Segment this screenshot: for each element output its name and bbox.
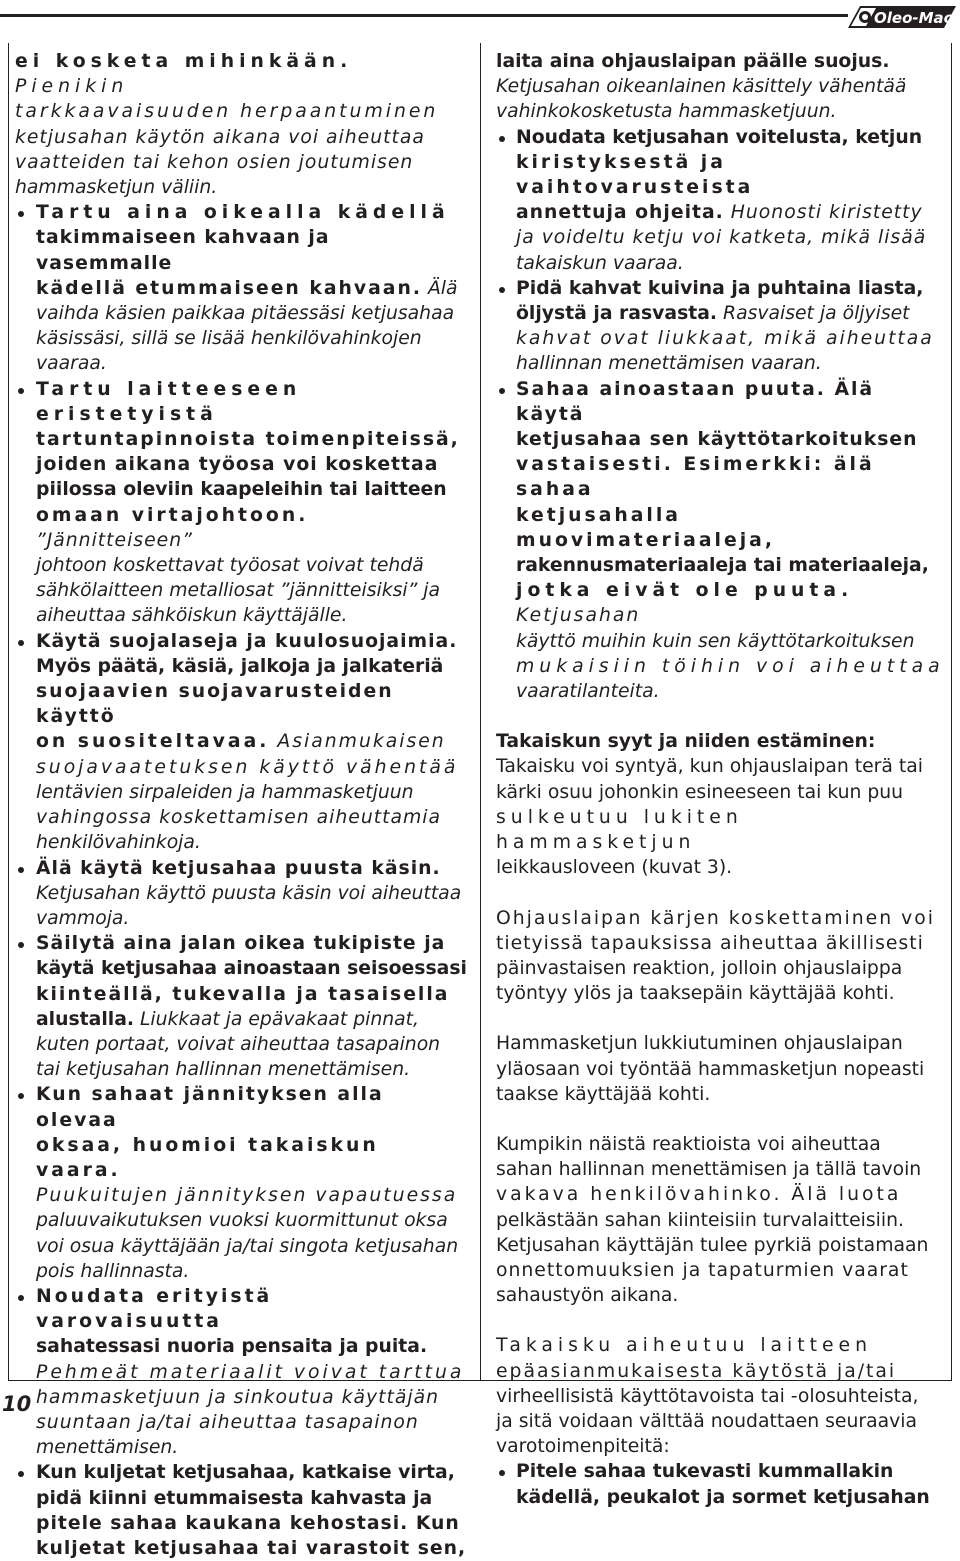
text-line bbox=[516, 377, 948, 427]
text-run: ketjusahalla muovimateriaaleja, bbox=[516, 504, 775, 551]
text-line bbox=[36, 377, 467, 427]
text-run: Tartu laitteeseen eristetyistä bbox=[36, 378, 302, 425]
text-run: sähkölaitteen metalliosat ”jännitteisiksi” ja bbox=[36, 580, 441, 602]
text-run: Kun sahaat jännityksen alla olevaa bbox=[36, 1084, 384, 1131]
text-run: Käytä suojalaseja ja kuulosuojaimia. bbox=[36, 630, 458, 652]
left-column bbox=[15, 49, 467, 1561]
bullet-dot-icon bbox=[18, 640, 24, 646]
text-line bbox=[36, 1133, 467, 1183]
bullet-dot-icon bbox=[18, 388, 24, 394]
text-line bbox=[36, 755, 467, 780]
bullet-dot-icon bbox=[499, 287, 505, 293]
text-line bbox=[496, 754, 948, 779]
text-line bbox=[15, 175, 467, 200]
text-run: Huonosti kiristetty bbox=[723, 202, 923, 224]
text-line bbox=[36, 1511, 467, 1536]
text-line bbox=[36, 578, 467, 603]
text-run: sahan hallinnan menettämisen ja tällä tavoin bbox=[496, 1159, 922, 1181]
text-line bbox=[36, 1032, 467, 1057]
text-run: Ketjusahan bbox=[516, 605, 641, 627]
text-line bbox=[496, 1384, 948, 1409]
text-line bbox=[516, 225, 948, 250]
text-run: Rasvaiset ja öljyiset bbox=[717, 303, 910, 325]
text-run: Myös päätä, käsiä, jalkoja ja jalkateriä bbox=[36, 655, 444, 677]
text-run: johtoon koskettavat työosat voivat tehdä bbox=[36, 555, 424, 577]
text-line bbox=[36, 654, 467, 679]
text-line bbox=[496, 1233, 948, 1258]
text-run: kahvat ovat liukkaat, mikä aiheuttaa bbox=[516, 328, 934, 350]
kickback-paragraph bbox=[496, 1132, 948, 1308]
text-line bbox=[15, 49, 467, 99]
text-run: hammasketjuun ja sinkoutua käyttäjän bbox=[36, 1386, 439, 1408]
text-line bbox=[36, 982, 467, 1007]
text-line bbox=[36, 1410, 467, 1435]
text-run: kiristyksestä ja vaihtovarusteista bbox=[516, 151, 754, 199]
column-divider bbox=[480, 43, 481, 1381]
text-run: tietyissä tapauksissa aiheuttaa äkillisesti bbox=[496, 932, 924, 954]
continued-paragraph bbox=[15, 49, 467, 200]
logo-text: Oleo-Mac bbox=[874, 9, 953, 27]
text-run: ja voideltu ketju voi katketa, mikä lisää bbox=[516, 227, 927, 249]
text-run: vaaratilanteita. bbox=[516, 681, 660, 703]
text-line bbox=[36, 200, 467, 225]
text-line bbox=[516, 301, 948, 326]
text-run: on suositeltavaa. bbox=[36, 731, 270, 753]
text-run: ei kosketa mihinkään. bbox=[15, 51, 353, 72]
text-run: suojavaatetuksen käyttö vähentää bbox=[36, 756, 459, 778]
text-run: ketjusahaa sen käyttötarkoituksen bbox=[516, 429, 918, 451]
text-run: vahingossa koskettamisen aiheuttamia bbox=[36, 807, 442, 829]
text-line bbox=[36, 1360, 467, 1385]
text-line bbox=[496, 780, 948, 805]
text-line bbox=[36, 1082, 467, 1132]
bullet-item bbox=[15, 629, 467, 856]
text-line bbox=[36, 1486, 467, 1511]
text-line bbox=[36, 1460, 467, 1485]
page-number: 10 bbox=[2, 1392, 32, 1416]
text-line bbox=[516, 578, 948, 628]
text-line bbox=[516, 251, 948, 276]
bullet-item bbox=[496, 276, 948, 377]
text-run: Pehmeät materiaalit voivat tarttua bbox=[36, 1361, 465, 1383]
text-line bbox=[36, 1385, 467, 1410]
text-line bbox=[496, 1333, 948, 1358]
text-run: vaaraa. bbox=[36, 353, 107, 375]
bullet-item bbox=[496, 377, 948, 705]
text-line bbox=[496, 1409, 948, 1434]
text-line bbox=[496, 99, 948, 124]
text-run: piilossa oleviin kaapeleihin tai laitteen bbox=[36, 479, 447, 501]
text-run: Kun kuljetat ketjusahaa, katkaise virta, bbox=[36, 1462, 455, 1484]
text-run: taakse käyttäjää kohti. bbox=[496, 1083, 711, 1105]
kickback-paragraph bbox=[496, 1031, 948, 1107]
text-line bbox=[496, 1434, 948, 1459]
text-run: virheellisistä käyttötavoista tai -olosuhteista, bbox=[496, 1385, 919, 1407]
text-run: laita aina ohjauslaipan päälle suojus. bbox=[496, 51, 890, 72]
text-run: yläosaan voi työntää hammasketjun nopeasti bbox=[496, 1058, 925, 1080]
text-run: Puukuitujen jännityksen vapautuessa bbox=[36, 1185, 458, 1207]
text-run: sahatessasi nuoria pensaita ja puita. bbox=[36, 1336, 428, 1358]
text-run: kuljetat ketjusahaa tai varastoit sen, bbox=[36, 1537, 467, 1559]
text-run: käyttö muihin kuin sen käyttötarkoituksen bbox=[516, 630, 915, 652]
text-line bbox=[36, 276, 467, 301]
text-line bbox=[516, 452, 948, 502]
text-line bbox=[36, 1259, 467, 1284]
right-bullet-list bbox=[496, 49, 948, 704]
text-line bbox=[496, 1182, 948, 1207]
text-run: päinvastaisen reaktion, jolloin ohjauslaippa bbox=[496, 957, 903, 979]
bullet-dot-icon bbox=[499, 1470, 505, 1476]
text-run: Noudata ketjusahan voitelusta, ketjun bbox=[516, 126, 923, 148]
text-run: Säilytä aina jalan oikea tukipiste ja bbox=[36, 933, 446, 955]
text-line bbox=[36, 856, 467, 881]
text-run: alustalla. bbox=[36, 1008, 134, 1030]
text-run: Tartu aina oikealla kädellä bbox=[36, 202, 450, 224]
text-line bbox=[496, 49, 948, 74]
text-line bbox=[496, 956, 948, 981]
text-run: Pitele sahaa tukevasti kummallakin bbox=[516, 1461, 894, 1483]
text-run: Takaisku voi syntyä, kun ohjauslaipan terä tai bbox=[496, 756, 923, 778]
text-run: Ketjusahan käyttäjän tulee pyrkiä poistamaan bbox=[496, 1234, 929, 1256]
text-run: kuten portaat, voivat aiheuttaa tasapainon bbox=[36, 1033, 441, 1055]
bullet-dot-icon bbox=[18, 1295, 24, 1301]
brand-logo bbox=[846, 2, 958, 32]
bullet-dot-icon bbox=[18, 1093, 24, 1099]
bullet-item bbox=[15, 1284, 467, 1460]
text-line bbox=[36, 1284, 467, 1334]
text-line bbox=[496, 981, 948, 1006]
text-run: pidä kiinni etummaisesta kahvasta ja bbox=[36, 1487, 433, 1509]
text-run: Hammasketjun lukkiutuminen ohjauslaipan bbox=[496, 1033, 903, 1055]
text-run: vammoja. bbox=[36, 907, 130, 929]
text-line bbox=[36, 906, 467, 931]
oleo-mac-logo bbox=[846, 2, 958, 32]
text-run: käytä ketjusahaa ainoastaan seisoessasi bbox=[36, 958, 467, 980]
text-line bbox=[516, 679, 948, 704]
text-line bbox=[516, 150, 948, 200]
text-run: kädellä, peukalot ja sormet ketjusahan bbox=[516, 1486, 930, 1508]
text-line bbox=[516, 553, 948, 578]
text-line bbox=[516, 351, 948, 376]
text-line bbox=[36, 1183, 467, 1208]
text-line bbox=[36, 351, 467, 376]
bullet-dot-icon bbox=[18, 942, 24, 948]
header-rule bbox=[0, 14, 848, 17]
text-line bbox=[516, 1459, 948, 1484]
text-run: vaihda käsien paikkaa pitäessäsi ketjusahaa bbox=[36, 303, 455, 325]
text-run: suuntaan ja/tai aiheuttaa tasapainon bbox=[36, 1411, 419, 1433]
text-line bbox=[36, 427, 467, 452]
text-line bbox=[36, 1057, 467, 1082]
text-run: ketjusahan käytön aikana voi aiheuttaa bbox=[15, 126, 425, 148]
text-line bbox=[36, 603, 467, 628]
bullet-dot-icon bbox=[499, 388, 505, 394]
text-line bbox=[516, 654, 948, 679]
text-run: sulkeutuu lukiten hammasketjun bbox=[496, 806, 743, 854]
text-line bbox=[36, 1208, 467, 1233]
text-run: Pienikin bbox=[15, 76, 129, 98]
bullet-item bbox=[496, 125, 948, 276]
text-line bbox=[36, 301, 467, 326]
text-run: tartuntapinnoista toimenpiteissä, bbox=[36, 429, 460, 451]
text-run: takimmaiseen kahvaan ja vasemmalle bbox=[36, 227, 330, 274]
text-run: Ohjauslaipan kärjen koskettaminen voi bbox=[496, 907, 935, 929]
text-line bbox=[496, 74, 948, 99]
text-run: annettuja ohjeita. bbox=[516, 202, 724, 224]
frame-left-rule bbox=[8, 43, 9, 1381]
text-run: pelkästään sahan kiinteisiin turvalaitteisiin. bbox=[496, 1209, 904, 1231]
text-run: kärki osuu johonkin esineeseen tai kun puu bbox=[496, 781, 904, 803]
text-line bbox=[496, 1283, 948, 1308]
text-run: epäasianmukaisesta käytöstä ja/tai bbox=[496, 1360, 897, 1382]
text-line bbox=[516, 125, 948, 150]
text-run: Pidä kahvat kuivina ja puhtaina liasta, bbox=[516, 277, 924, 299]
text-run: menettämisen. bbox=[36, 1437, 179, 1459]
text-line bbox=[36, 326, 467, 351]
text-run: ja sitä voidaan välttää noudattaen seuraavia bbox=[496, 1410, 917, 1432]
text-line bbox=[36, 1007, 467, 1032]
text-line bbox=[36, 477, 467, 502]
text-line bbox=[36, 780, 467, 805]
text-run: rakennusmateriaaleja tai materiaaleja, bbox=[516, 555, 929, 577]
text-line bbox=[36, 503, 467, 553]
bullet-item bbox=[15, 856, 467, 932]
text-run: hallinnan menettämisen vaaran. bbox=[516, 353, 822, 375]
text-run: Ketjusahan käyttö puusta käsin voi aiheuttaa bbox=[36, 882, 462, 904]
continued-paragraph bbox=[496, 49, 948, 125]
bullet-dot-icon bbox=[18, 211, 24, 217]
text-line bbox=[36, 553, 467, 578]
bullet-item bbox=[15, 931, 467, 1082]
text-run: onnettomuuksien ja tapaturmien vaarat bbox=[496, 1259, 909, 1281]
text-line bbox=[496, 1258, 948, 1283]
text-line bbox=[36, 1536, 467, 1561]
text-run: mukaisiin töihin voi aiheuttaa bbox=[516, 655, 945, 677]
text-line bbox=[516, 326, 948, 351]
text-run: öljystä ja rasvasta. bbox=[516, 303, 718, 325]
text-run: aiheuttaa sähköiskun käyttäjälle. bbox=[36, 605, 348, 627]
text-line bbox=[36, 805, 467, 830]
bullet-item bbox=[15, 1460, 467, 1561]
text-line bbox=[36, 1435, 467, 1460]
text-line bbox=[36, 1234, 467, 1259]
text-run: lentävien sirpaleiden ja hammasketjuun bbox=[36, 781, 414, 803]
text-line bbox=[36, 1334, 467, 1359]
text-run: Noudata erityistä varovaisuutta bbox=[36, 1285, 273, 1333]
text-run: Ketjusahan oikeanlainen käsittely vähentää bbox=[496, 76, 907, 98]
text-run: työntyy ylös ja taaksepäin käyttäjää kohti. bbox=[496, 983, 895, 1005]
text-line bbox=[15, 150, 467, 175]
text-line bbox=[496, 931, 948, 956]
text-run: suojaavien suojavarusteiden käyttö bbox=[36, 681, 394, 728]
text-line bbox=[36, 830, 467, 855]
text-line bbox=[36, 679, 467, 729]
text-line bbox=[36, 629, 467, 654]
text-run: Sahaa ainoastaan puuta. Älä käytä bbox=[516, 378, 875, 425]
text-run: Takaisku aiheutuu laitteen bbox=[496, 1335, 873, 1357]
text-line bbox=[36, 729, 467, 754]
text-run: sahaustyön aikana. bbox=[496, 1285, 679, 1307]
text-run: pois hallinnasta. bbox=[36, 1260, 190, 1282]
text-line bbox=[516, 427, 948, 452]
text-run: tai ketjusahan hallinnan menettämisen. bbox=[36, 1059, 411, 1081]
text-line bbox=[496, 1157, 948, 1182]
text-run: paluuvaikutuksen vuoksi kuormittunut oksa bbox=[36, 1210, 448, 1232]
text-line bbox=[496, 855, 948, 880]
text-run: jotka eivät ole puuta. bbox=[516, 580, 854, 602]
text-line bbox=[15, 125, 467, 150]
text-run: takaiskun vaaraa. bbox=[516, 252, 684, 274]
text-line bbox=[496, 1359, 948, 1384]
bullet-dot-icon bbox=[18, 867, 24, 873]
text-line bbox=[496, 1082, 948, 1107]
text-run: varotoimenpiteitä: bbox=[496, 1436, 670, 1458]
text-line bbox=[36, 956, 467, 981]
bullet-item bbox=[15, 377, 467, 629]
text-line bbox=[36, 881, 467, 906]
text-line bbox=[496, 906, 948, 931]
text-run: ”Jännitteiseen” bbox=[36, 529, 193, 551]
text-line bbox=[516, 1485, 948, 1510]
text-run: joiden aikana työosa voi koskettaa bbox=[36, 454, 439, 476]
text-line bbox=[496, 1208, 948, 1233]
text-line bbox=[516, 276, 948, 301]
text-run: pitele sahaa kaukana kehostasi. Kun bbox=[36, 1512, 460, 1534]
bullet-item bbox=[15, 1082, 467, 1284]
text-run: käsissäsi, sillä se lisää henkilövahinkojen bbox=[36, 328, 422, 350]
text-run: kiinteällä, tukevalla ja tasaisella bbox=[36, 983, 450, 1005]
text-line bbox=[36, 931, 467, 956]
bullet-dot-icon bbox=[499, 136, 505, 142]
text-run: voi osua käyttäjään ja/tai singota ketjusahan bbox=[36, 1235, 459, 1257]
kickback-section bbox=[496, 754, 948, 1509]
text-run: Älä käytä ketjusahaa puusta käsin. bbox=[36, 857, 441, 879]
text-run: hammasketjun väliin. bbox=[15, 177, 218, 199]
text-line bbox=[15, 99, 467, 124]
text-run: oksaa, huomioi takaiskun vaara. bbox=[36, 1134, 379, 1181]
text-run: Liukkaat ja epävakaat pinnat, bbox=[134, 1008, 419, 1030]
right-column bbox=[496, 49, 948, 1510]
kickback-paragraph bbox=[496, 1333, 948, 1459]
text-run: Älä bbox=[421, 277, 458, 299]
text-line bbox=[516, 629, 948, 654]
frame-right-rule bbox=[951, 43, 952, 1381]
text-run: vakava henkilövahinko. Älä luota bbox=[496, 1184, 902, 1206]
text-line bbox=[496, 1057, 948, 1082]
text-run: tarkkaavaisuuden herpaantuminen bbox=[15, 101, 439, 123]
text-line bbox=[36, 225, 467, 275]
text-run: vastaisesti. Esimerkki: älä sahaa bbox=[516, 454, 875, 501]
bullet-dot-icon bbox=[18, 1471, 24, 1477]
text-run: kädellä etummaiseen kahvaan. bbox=[36, 277, 422, 299]
text-run: Kumpikin näistä reaktioista voi aiheuttaa bbox=[496, 1133, 881, 1155]
text-run: vaatteiden tai kehon osien joutumisen bbox=[15, 151, 414, 173]
text-run: henkilövahinkoja. bbox=[36, 832, 201, 854]
text-run: leikkausloveen (kuvat 3). bbox=[496, 857, 733, 879]
text-run: vahinkokosketusta hammasketjuun. bbox=[496, 101, 837, 123]
text-line bbox=[36, 452, 467, 477]
text-line bbox=[496, 805, 948, 855]
bullet-item bbox=[15, 200, 467, 376]
text-line bbox=[496, 1132, 948, 1157]
kickback-heading: Takaiskun syyt ja niiden estäminen: bbox=[496, 731, 876, 753]
text-line bbox=[496, 1031, 948, 1056]
kickback-paragraph bbox=[496, 906, 948, 1007]
bullet-item bbox=[496, 1459, 948, 1509]
text-line bbox=[516, 200, 948, 225]
kickback-paragraph bbox=[496, 754, 948, 880]
text-run: omaan virtajohtoon. bbox=[36, 504, 309, 526]
text-line bbox=[516, 503, 948, 553]
text-run: Asianmukaisen bbox=[269, 731, 446, 753]
